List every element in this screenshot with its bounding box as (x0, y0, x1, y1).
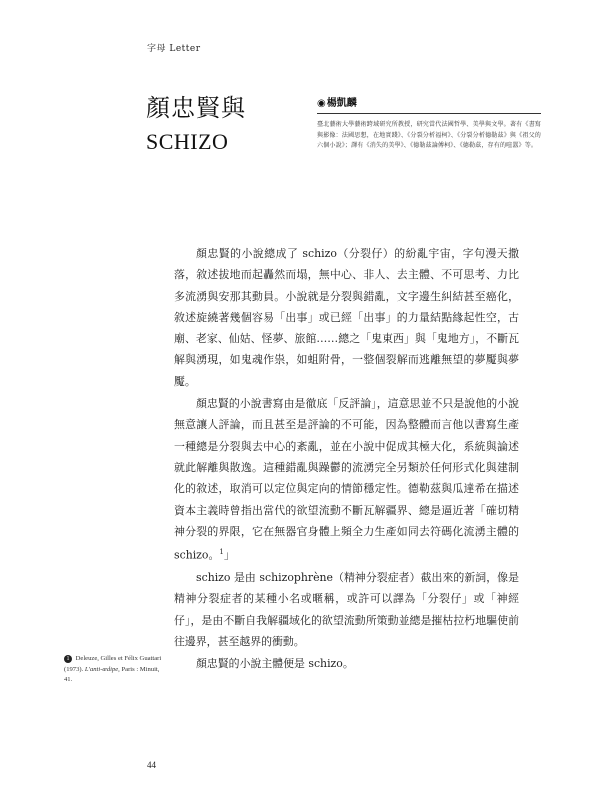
page-number: 44 (147, 760, 156, 770)
author-block (317, 94, 541, 152)
footnote-authors: Deleuze, Gilles et Félix Guattari (1973). (64, 655, 162, 673)
article-body (174, 243, 519, 676)
footnote-publisher: Paris : Minuit, 41. (64, 665, 160, 683)
author-name: 楊凱麟 (326, 98, 357, 109)
footnote-ref[interactable]: 1 (219, 548, 224, 557)
paragraph-2-text: 顏忠賢的小說書寫由是徹底「反評論」，這意思並不只是說他的小說無意讓人評論，而且甚至是評論的不可能，因為整體而言他以書寫生產一種總是分裂與去中心的紊亂，並在小說中促成其極大化，系統與論述就此解離與散逸。這種錯亂與躁鬱的流湧完全另類於任何形式化與建制化的敘述，取消可以定位與定向的情節穩定性。德勒茲與瓜達希在描述資本主義時曾指出當代的欲望流動不斷瓦解疆界、總是逼近著「確切精神分裂的界限，它在無器官身體上頻全力生產如同去符碼化流湧主體的 schizo。 (174, 397, 519, 562)
footnote-work: L'anti-œdipe, (84, 665, 120, 673)
paragraph-1: 顏忠賢的小說總成了 schizo（分裂仔）的紛亂宇宙，字句漫天撒落，敘述拔地而起轟然而塌，無中心、非人、去主體、不可思考、力比多流湧與安那其動員。小說就是分裂與錯亂，文字邊生糾結甚至癌化，敘述旋繞著幾個容易「出事」或已經「出事」的力量結點緣起性空，古廟、老家、仙姑、怪夢、旅館……總之「鬼東西」與「鬼地方」，不斷瓦解與湧現，如鬼魂作祟，如蛆附骨，一整個裂解而逃離無望的夢魘與夢魘。 (174, 247, 519, 388)
paragraph-2 (174, 393, 519, 566)
running-head: 字母 Letter (147, 44, 201, 54)
footnote-number-icon: 1 (64, 655, 72, 663)
article-title (146, 92, 246, 158)
title-line-1: 顏忠賢與 (146, 94, 246, 122)
author-bio: 臺北藝術大學藝術跨域研究所教授，研究當代法國哲學、美學與文學。著有《書寫與影像：法國思想，在地實踐》、《分裂分析福柯》、《分裂分析德勒茲》與《祖父的六個小說》；譯有《消失的美學》、《德勒茲論傅柯》、《德勒茲，存有的喧囂》等。 (317, 121, 541, 149)
quote-close: 」 (223, 548, 235, 562)
author-byline (317, 94, 541, 109)
paragraph-4: 顏忠賢的小說主體便是 schizo。 (196, 657, 354, 671)
footnote (64, 654, 164, 686)
author-marker-icon: ◉ (317, 98, 326, 109)
author-divider (317, 113, 541, 114)
title-line-2: SCHIZO (146, 129, 229, 154)
paragraph-3: schizo 是由 schizophrène（精神分裂症者）截出來的新詞，像是精神分裂症者的某種小名或暱稱，或許可以譯為「分裂仔」或「神經仔」，是由不斷自我解疆域化的欲望流動所策動並總是摧枯拉朽地驅使前往邊界，甚至越界的衝動。 (174, 571, 519, 648)
